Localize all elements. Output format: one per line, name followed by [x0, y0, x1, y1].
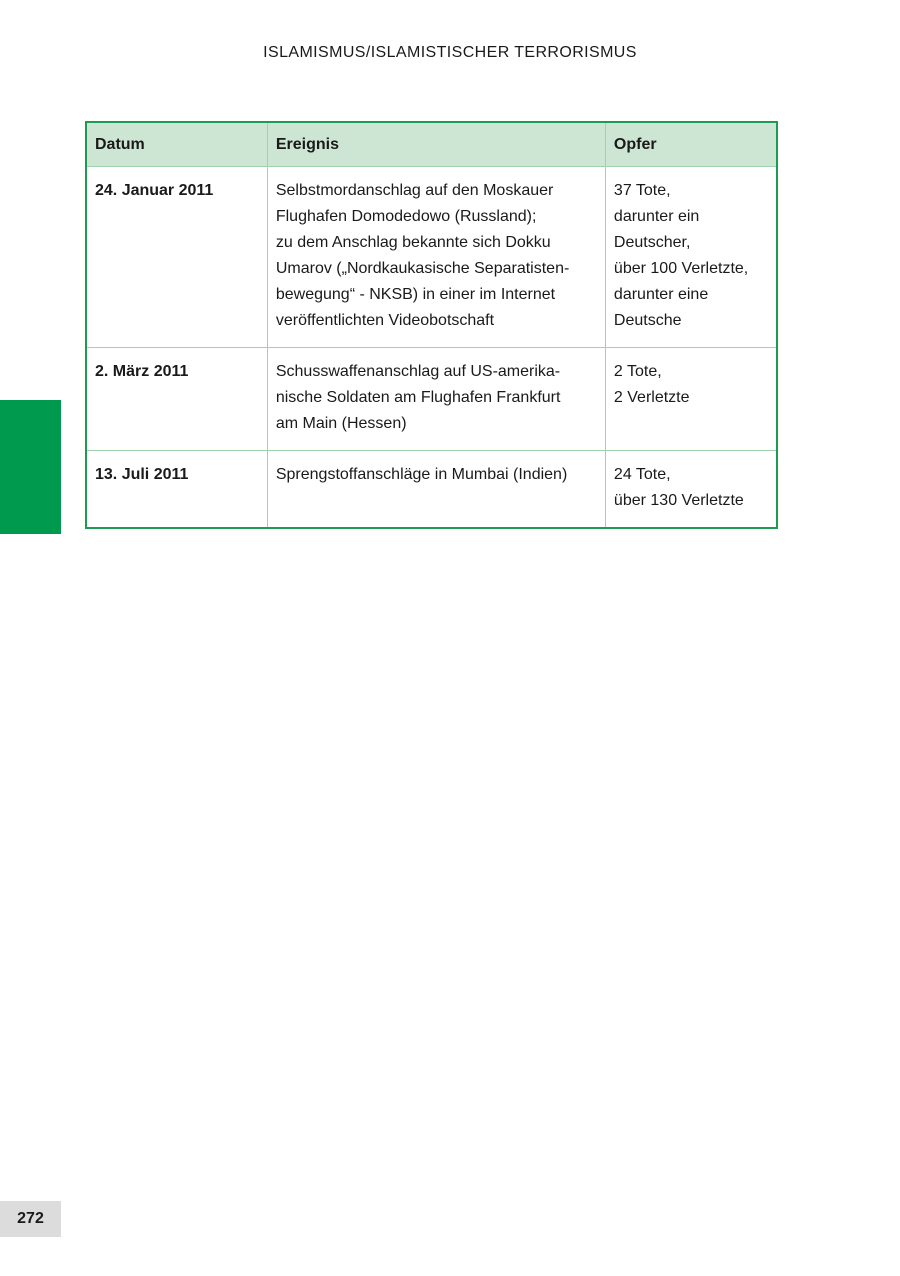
- chapter-side-tab: [0, 400, 61, 534]
- event-line: nische Soldaten am Flughafen Frankfurt: [275, 389, 561, 406]
- victims-line: darunter eine: [613, 286, 709, 303]
- event-line: Schusswaffenanschlag auf US-amerika-: [275, 363, 561, 380]
- event-line: Sprengstoffanschläge in Mumbai (Indien): [275, 466, 568, 483]
- victims-line: über 130 Verletzte: [613, 492, 744, 509]
- events-table: [85, 121, 778, 529]
- event-line: veröffentlichten Videobotschaft: [275, 312, 495, 329]
- victims-line: 2 Verletzte: [613, 389, 690, 406]
- event-cell: [267, 167, 605, 348]
- victims-cell: [605, 348, 777, 451]
- event-cell: [267, 451, 605, 529]
- table-row: [86, 348, 777, 451]
- event-cell: [267, 348, 605, 451]
- table-header-row: [86, 122, 777, 167]
- event-line: Umarov („Nordkaukasische Separatisten-: [275, 260, 570, 277]
- victims-line: 24 Tote,: [613, 466, 671, 483]
- victims-cell: [605, 451, 777, 529]
- page-number: 272: [0, 1201, 61, 1237]
- table-row: [86, 167, 777, 348]
- event-line: Selbstmordanschlag auf den Moskauer: [275, 182, 554, 199]
- date-cell: 2. März 2011: [86, 348, 267, 451]
- event-line: zu dem Anschlag bekannte sich Dokku: [275, 234, 551, 251]
- column-header-ereignis: Ereignis: [267, 122, 605, 167]
- victims-line: 37 Tote,: [613, 182, 671, 199]
- event-line: am Main (Hessen): [275, 415, 407, 432]
- victims-line: 2 Tote,: [613, 363, 662, 380]
- column-header-datum: Datum: [86, 122, 267, 167]
- date-cell: 13. Juli 2011: [86, 451, 267, 529]
- date-cell: 24. Januar 2011: [86, 167, 267, 348]
- event-line: Flughafen Domodedowo (Russland);: [275, 208, 537, 225]
- victims-line: über 100 Verletzte,: [613, 260, 749, 277]
- event-line: bewegung“ - NKSB) in einer im Internet: [275, 286, 556, 303]
- victims-line: Deutscher,: [613, 234, 691, 251]
- column-header-opfer: Opfer: [605, 122, 777, 167]
- victims-line: Deutsche: [613, 312, 682, 329]
- running-header: ISLAMISMUS/ISLAMISTISCHER TERRORISMUS: [263, 44, 637, 61]
- victims-line: darunter ein: [613, 208, 700, 225]
- table-row: [86, 451, 777, 529]
- victims-cell: [605, 167, 777, 348]
